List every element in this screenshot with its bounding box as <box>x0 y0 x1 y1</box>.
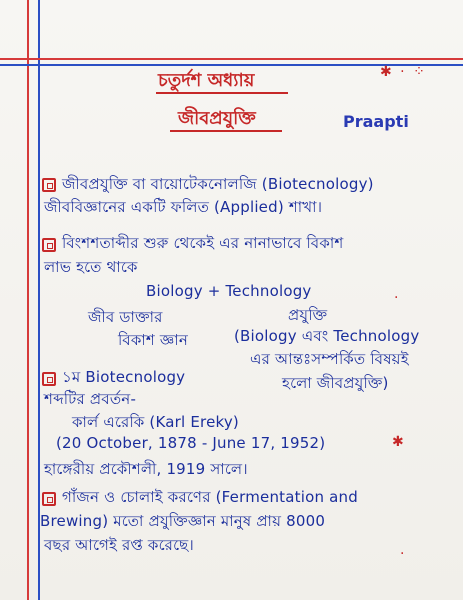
bullet-icon <box>42 492 56 506</box>
chapter-subtitle-underline <box>170 130 282 132</box>
para3-line3: কার্ল এরেকি (Karl Ereky) <box>72 413 239 431</box>
chapter-subtitle: জীবপ্রযুক্তি <box>178 108 256 129</box>
combo-line3a: বিকাশ জ্ঞান <box>118 331 188 349</box>
bullet-icon <box>42 178 56 192</box>
decor-dots: · <box>394 290 401 306</box>
para2-line2: লাভ হতে থাকে <box>44 258 138 276</box>
header-line-red <box>0 58 463 60</box>
combo-line5: হলো জীবপ্রযুক্তি) <box>282 374 389 392</box>
para1-line1: জীবপ্রযুক্তি বা বায়োটেকনোলজি (Biotecnology) <box>62 175 374 193</box>
para4-line1: গাঁজন ও চোলাই করণের (Fermentation and <box>62 488 358 506</box>
para3-line5: হাঙ্গেরীয় প্রকৌশলী, 1919 সালে। <box>44 460 248 478</box>
combo-line3b: (Biology এবং Technology <box>234 327 420 345</box>
combo-line2a: জীব ডাক্তার <box>88 308 163 326</box>
bullet-icon <box>42 372 56 386</box>
combo-heading: Biology + Technology <box>146 282 312 300</box>
para3-line1: ১ম Biotecnology <box>62 368 186 386</box>
decor-dots: · <box>400 546 407 562</box>
combo-line2b: প্রযুক্তি <box>288 306 328 324</box>
bullet-icon <box>42 238 56 252</box>
chapter-title-underline <box>156 92 288 94</box>
decor-dots: ✱ · ⁘ <box>380 64 427 80</box>
combo-line4: এর আন্তঃসম্পর্কিত বিষয়ই <box>250 350 409 368</box>
para4-line2: Brewing) মতো প্রযুক্তিজ্ঞান মানুষ প্রায় 8000 <box>40 512 326 530</box>
para1-line2: জীববিজ্ঞানের একটি ফলিত (Applied) শাখা। <box>44 198 323 216</box>
decor-dots: ✱ <box>392 434 406 450</box>
chapter-title: চতুর্দশ অধ্যায় <box>158 70 255 91</box>
para3-line4: (20 October, 1878 - June 17, 1952) <box>56 434 326 452</box>
margin-line-red <box>27 0 29 600</box>
author-name: Praapti <box>343 112 409 131</box>
para3-line2: শব্দটির প্রবর্তন- <box>44 390 137 408</box>
para4-line3: বছর আগেই রপ্ত করেছে। <box>44 536 194 554</box>
para2-line1: বিংশশতাব্দীর শুরু থেকেই এর নানাভাবে বিকাশ <box>62 234 344 252</box>
